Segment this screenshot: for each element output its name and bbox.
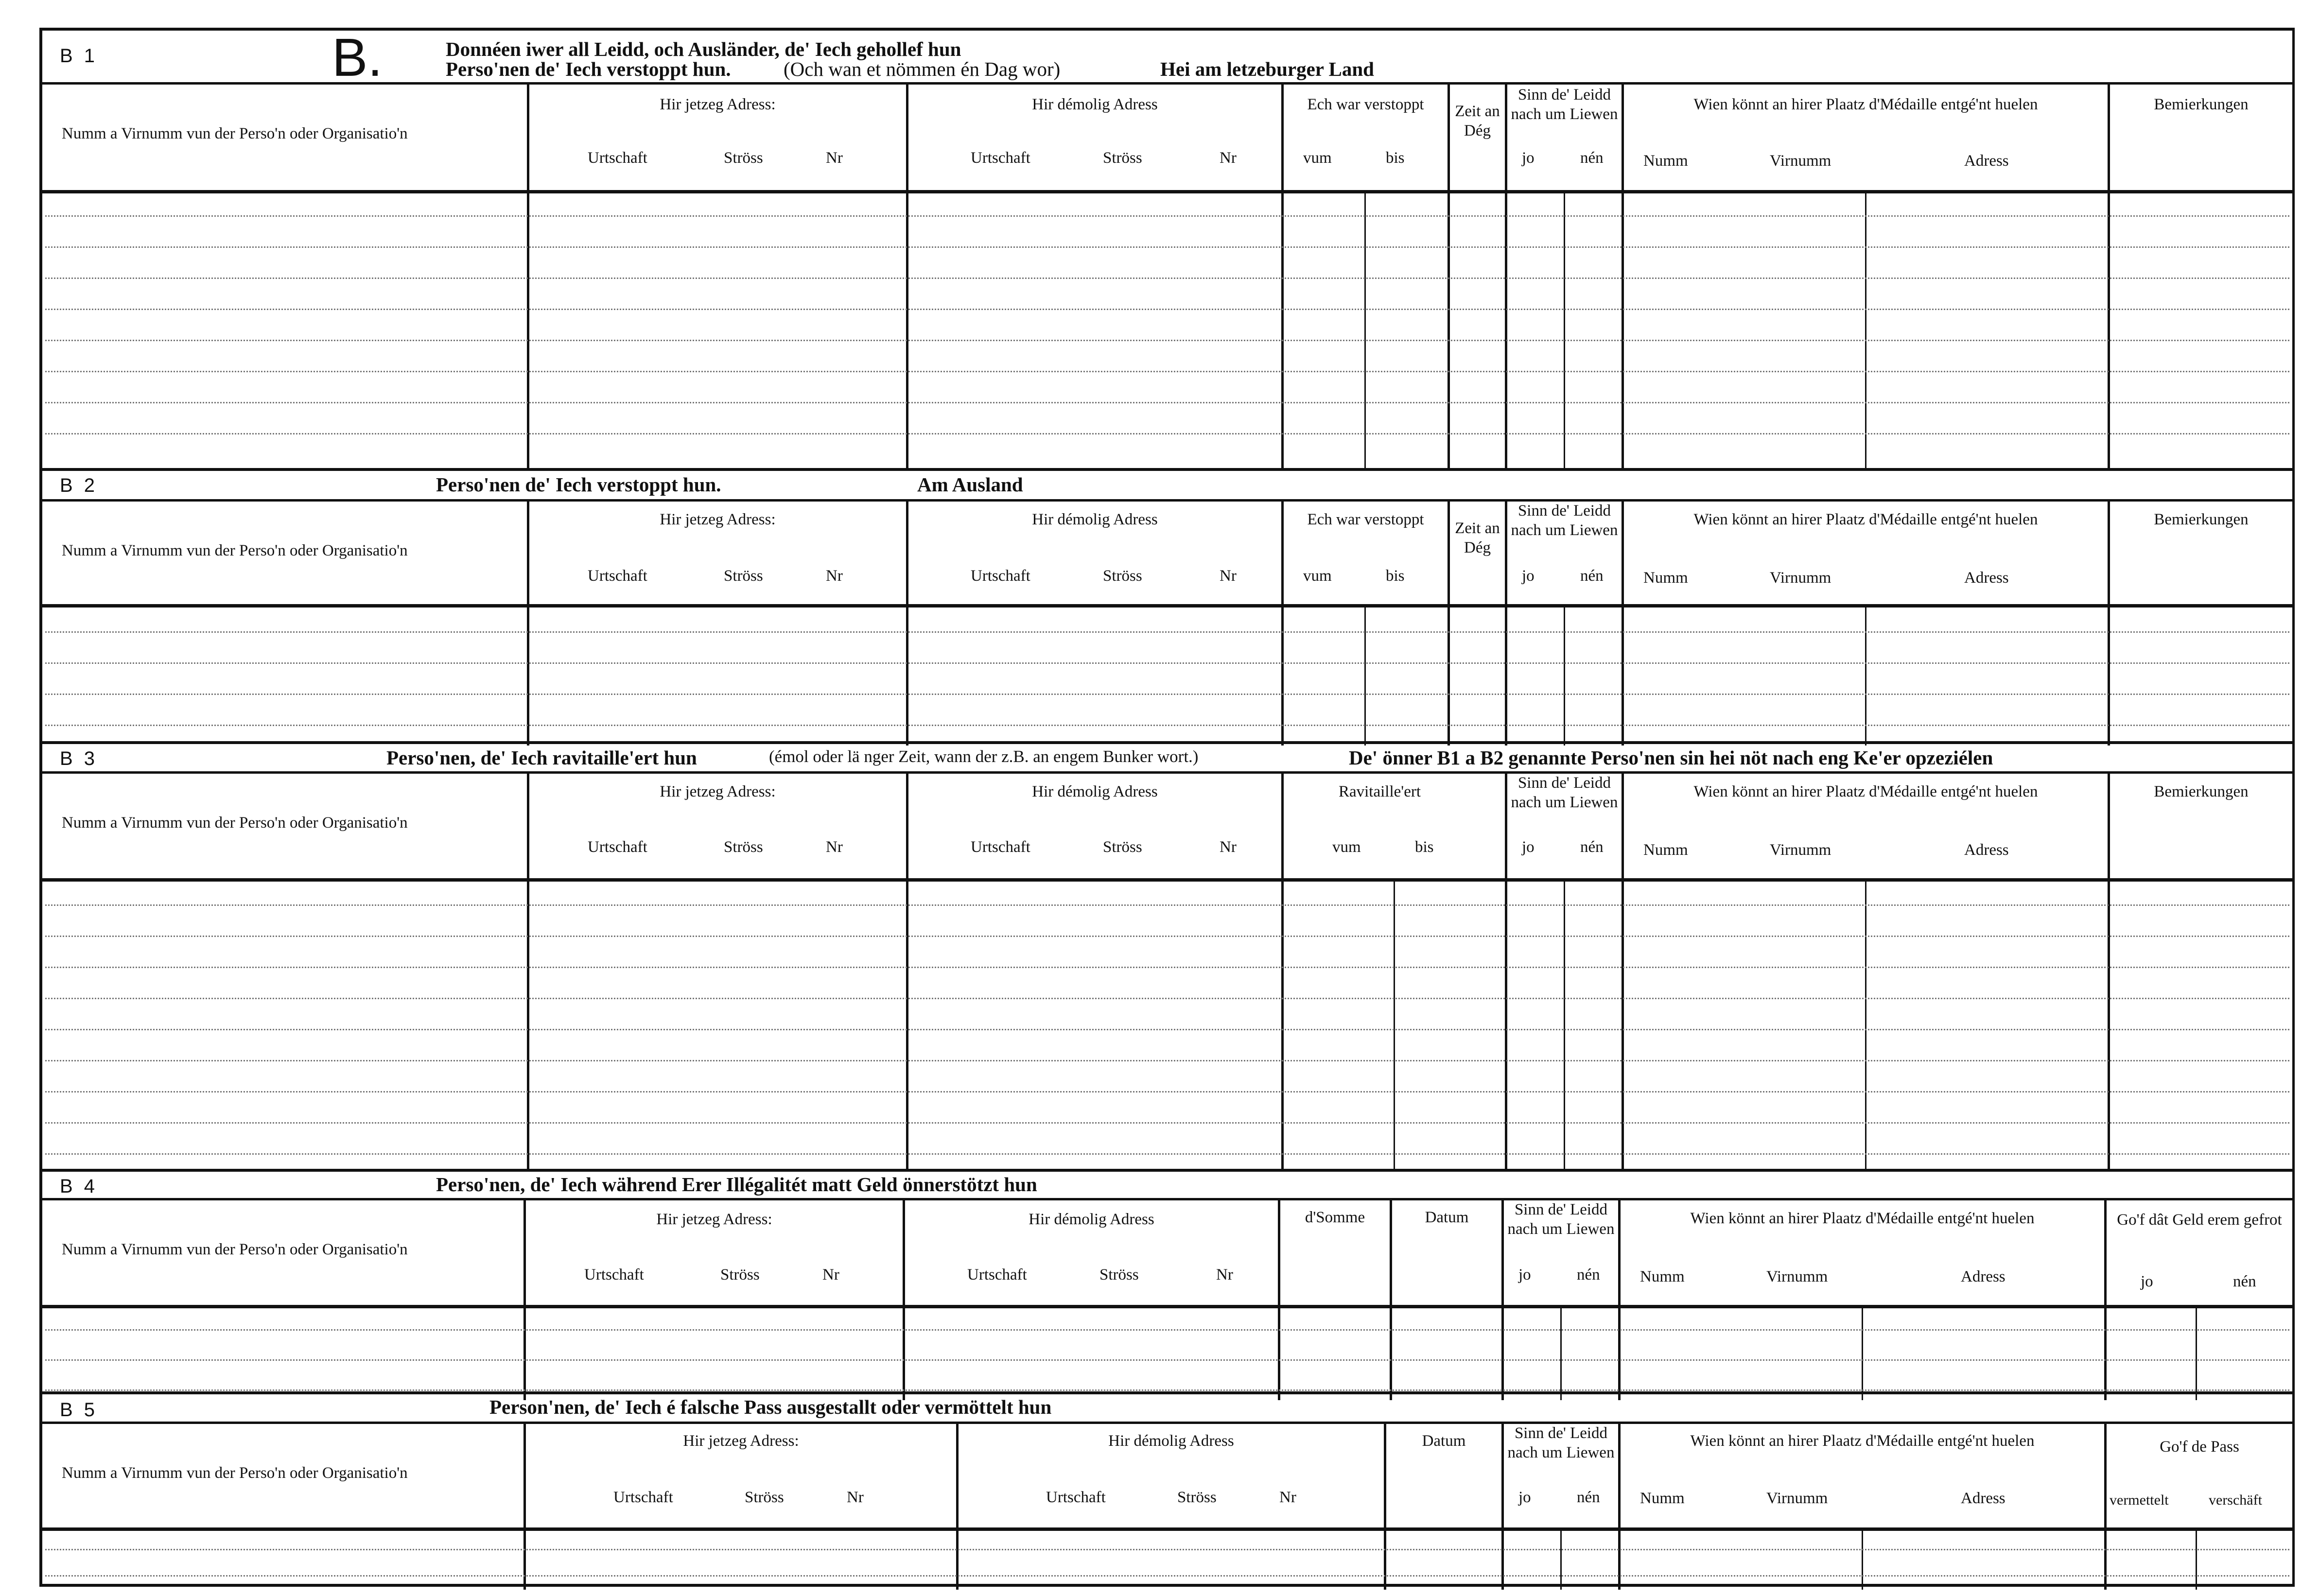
street-label: Ströss xyxy=(745,1489,784,1506)
row-divider xyxy=(45,1122,2289,1124)
column-divider xyxy=(1618,1527,1621,1590)
medal-who-label: Wien könnt an hirer Plaatz d'Médaille entgé'nt huelen xyxy=(1690,1210,2035,1227)
row-divider xyxy=(45,215,2289,217)
current-address-label: Hir jetzeg Adress: xyxy=(660,783,776,800)
column-divider xyxy=(906,771,1281,878)
yes-label: jo xyxy=(1518,1266,1531,1284)
row-divider xyxy=(45,662,2289,664)
row-divider xyxy=(45,998,2289,999)
medal-firstname-label: Virnumm xyxy=(1766,1268,1828,1285)
column-divider xyxy=(1281,878,1284,1172)
row-divider xyxy=(45,309,2289,310)
column-divider xyxy=(1501,1198,1618,1305)
column-divider xyxy=(1281,499,1447,604)
section-title: Perso'nen de' Iech verstoppt hun. xyxy=(436,473,721,496)
no-label: nén xyxy=(1580,567,1604,585)
column-divider xyxy=(527,499,906,604)
data-rows-b4 xyxy=(42,1305,2292,1400)
locality-label: Urtschaft xyxy=(588,149,647,167)
medal-name-label: Numm xyxy=(1643,569,1688,587)
column-divider xyxy=(1622,190,1624,470)
section-id: B 4 xyxy=(60,1176,98,1197)
medal-address-label: Adress xyxy=(1961,1268,2006,1285)
col-name-label: Numm a Virnumm vun der Perso'n oder Organisatio'n xyxy=(62,542,408,559)
column-divider xyxy=(1622,499,2108,604)
row-divider xyxy=(45,371,2289,372)
no-label: nén xyxy=(1580,838,1604,856)
column-divider xyxy=(1622,771,2108,878)
column-divider xyxy=(1505,499,1622,604)
suffered-label: Sinn de' Leidd nach um Liewen xyxy=(1511,774,1618,811)
medal-who-label: Wien könnt an hirer Plaatz d'Médaille entgé'nt huelen xyxy=(1693,783,2038,800)
column-divider xyxy=(523,1198,903,1305)
column-divider xyxy=(1447,82,1505,190)
section-id: B 3 xyxy=(60,748,98,769)
column-divider xyxy=(1622,878,1624,1172)
column-divider xyxy=(956,1422,1384,1527)
locality-label: Urtschaft xyxy=(967,1266,1027,1284)
medal-name-label: Numm xyxy=(1643,152,1688,170)
column-divider xyxy=(1505,82,1622,190)
yes-label: jo xyxy=(1522,838,1535,856)
section-b3 xyxy=(42,741,2292,1172)
column-divider xyxy=(1865,190,1866,470)
column-divider xyxy=(1560,1305,1562,1400)
section-title-paren: (émol oder lä nger Zeit, wann der z.B. an engem Bunker wort.) xyxy=(769,747,1199,766)
street-label: Ströss xyxy=(724,567,763,585)
street-label: Ströss xyxy=(1177,1489,1217,1506)
no-label: nén xyxy=(1580,149,1604,167)
column-divider xyxy=(2108,771,2292,878)
column-divider xyxy=(1505,771,1622,878)
remarks-label: Bemierkungen xyxy=(2154,783,2249,800)
locality-label: Urtschaft xyxy=(971,838,1030,856)
column-divider xyxy=(523,1422,956,1527)
remarks-label: Bemierkungen xyxy=(2154,511,2249,528)
number-label: Nr xyxy=(822,1266,839,1284)
street-label: Ströss xyxy=(1103,838,1142,856)
number-label: Nr xyxy=(1220,149,1237,167)
section-b4-header xyxy=(42,1172,2292,1200)
row-divider xyxy=(45,1359,2289,1361)
section-id: B 2 xyxy=(60,475,98,496)
column-divider xyxy=(906,878,908,1172)
row-divider xyxy=(45,694,2289,695)
row-divider xyxy=(45,340,2289,341)
current-address-label: Hir jetzeg Adress: xyxy=(683,1432,799,1450)
column-divider xyxy=(527,878,529,1172)
column-divider xyxy=(1618,1198,2104,1305)
row-divider xyxy=(45,1060,2289,1061)
medal-name-label: Numm xyxy=(1640,1490,1685,1507)
row-divider xyxy=(45,1153,2289,1155)
row-divider xyxy=(45,1029,2289,1030)
section-id: B 1 xyxy=(60,45,98,67)
medal-address-label: Adress xyxy=(1964,152,2009,170)
column-divider xyxy=(1560,1527,1562,1590)
medal-firstname-label: Virnumm xyxy=(1770,152,1831,170)
section-title-right: Am Ausland xyxy=(917,473,1023,496)
medal-address-label: Adress xyxy=(1961,1490,2006,1507)
locality-label: Urtschaft xyxy=(971,567,1030,585)
number-label: Nr xyxy=(1216,1266,1233,1284)
column-divider xyxy=(1364,190,1366,470)
column-divider xyxy=(956,1527,959,1590)
column-header-b2 xyxy=(42,499,2292,607)
column-divider xyxy=(1862,1527,1863,1590)
street-label: Ströss xyxy=(1103,149,1142,167)
column-divider xyxy=(2104,1198,2292,1305)
column-header-b3 xyxy=(42,771,2292,882)
current-address-label: Hir jetzeg Adress: xyxy=(660,96,776,113)
number-label: Nr xyxy=(826,149,843,167)
section-b2 xyxy=(42,468,2292,746)
column-divider xyxy=(2108,190,2110,470)
to-label: bis xyxy=(1386,567,1405,585)
medal-address-label: Adress xyxy=(1964,569,2009,587)
number-label: Nr xyxy=(847,1489,864,1506)
row-divider xyxy=(45,1389,2289,1391)
sum-label: d'Somme xyxy=(1305,1209,1365,1226)
row-divider xyxy=(45,1091,2289,1093)
supplied-label: Ravitaille'ert xyxy=(1338,783,1421,800)
column-divider xyxy=(1501,1305,1504,1400)
number-label: Nr xyxy=(1220,567,1237,585)
column-divider xyxy=(1384,1527,1386,1590)
section-title-line2c: Hei am letzeburger Land xyxy=(1160,58,1374,80)
section-title-note: De' önner B1 a B2 genannte Perso'nen sin hei nöt nach eng Ke'er opzeziélen xyxy=(1349,746,1993,769)
row-divider xyxy=(45,1575,2289,1577)
column-divider xyxy=(1618,1422,2104,1527)
street-label: Ströss xyxy=(1099,1266,1139,1284)
column-divider xyxy=(903,1305,905,1400)
column-divider xyxy=(2108,878,2110,1172)
column-divider xyxy=(1564,878,1565,1172)
yes-label: jo xyxy=(2141,1273,2153,1290)
column-divider xyxy=(1447,499,1505,604)
former-address-label: Hir démolig Adress xyxy=(1029,1211,1154,1228)
row-divider xyxy=(45,433,2289,434)
column-divider xyxy=(1447,190,1450,470)
pass-label: Go'f de Pass xyxy=(2160,1438,2239,1456)
former-address-label: Hir démolig Adress xyxy=(1032,96,1158,113)
former-address-label: Hir démolig Adress xyxy=(1032,783,1158,800)
locality-label: Urtschaft xyxy=(584,1266,644,1284)
column-divider xyxy=(527,771,906,878)
section-title: Perso'nen, de' Iech während Erer Illégalitét matt Geld önnerstötzt hun xyxy=(436,1173,1037,1196)
column-divider xyxy=(527,190,529,470)
street-label: Ströss xyxy=(720,1266,760,1284)
time-days-label: Zeit an Dég xyxy=(1455,103,1500,139)
col-name-label: Numm a Virnumm vun der Perso'n oder Organisatio'n xyxy=(62,814,408,832)
suffered-label: Sinn de' Leidd nach um Liewen xyxy=(1507,1201,1615,1238)
yes-label: jo xyxy=(1518,1489,1531,1506)
column-divider xyxy=(2196,1527,2197,1590)
data-rows-b5 xyxy=(42,1527,2292,1590)
medal-name-label: Numm xyxy=(1640,1268,1685,1285)
section-title-line2b: (Och wan et nömmen én Dag wor) xyxy=(784,58,1061,80)
column-divider xyxy=(1865,878,1866,1172)
column-divider xyxy=(906,82,1281,190)
row-divider xyxy=(45,278,2289,279)
suffered-label: Sinn de' Leidd nach um Liewen xyxy=(1511,502,1618,539)
column-divider xyxy=(1622,82,2108,190)
column-divider xyxy=(1501,1527,1504,1590)
yes-label: jo xyxy=(1522,149,1535,167)
form-b xyxy=(39,28,2295,1587)
column-divider xyxy=(1505,190,1507,470)
locality-label: Urtschaft xyxy=(588,567,647,585)
no-label: nén xyxy=(1577,1266,1600,1284)
row-divider xyxy=(45,246,2289,248)
section-b1-header xyxy=(42,28,2292,87)
column-divider xyxy=(1564,190,1565,470)
column-divider xyxy=(1278,1305,1280,1400)
section-title: Person'nen, de' Iech é falsche Pass ausgestallt oder vermöttelt hun xyxy=(489,1396,1052,1418)
locality-label: Urtschaft xyxy=(971,149,1030,167)
section-title-line2a: Perso'nen de' Iech verstoppt hun. xyxy=(446,58,731,80)
medal-who-label: Wien könnt an hirer Plaatz d'Médaille entgé'nt huelen xyxy=(1693,511,2038,528)
column-divider xyxy=(906,190,908,470)
procured-label: verschäft xyxy=(2209,1492,2262,1508)
column-divider xyxy=(2108,82,2292,190)
row-divider xyxy=(45,936,2289,937)
column-divider xyxy=(2104,1305,2107,1400)
current-address-label: Hir jetzeg Adress: xyxy=(656,1211,772,1228)
column-header-b5 xyxy=(42,1422,2292,1531)
suffered-label: Sinn de' Leidd nach um Liewen xyxy=(1507,1424,1615,1461)
row-divider xyxy=(45,1549,2289,1550)
section-b1 xyxy=(42,28,2292,470)
data-rows-b2 xyxy=(42,604,2292,746)
column-divider xyxy=(2108,499,2292,604)
column-divider xyxy=(1390,1198,1501,1305)
section-b5-header xyxy=(42,1394,2292,1424)
section-b4 xyxy=(42,1169,2292,1400)
medal-name-label: Numm xyxy=(1643,841,1688,859)
data-rows-b1 xyxy=(42,190,2292,470)
from-label: vum xyxy=(1303,567,1332,585)
section-title-line1: Donnéen iwer all Leidd, och Ausländer, de' Iech gehollef hun xyxy=(446,38,961,60)
medal-firstname-label: Virnumm xyxy=(1766,1490,1828,1507)
column-divider xyxy=(527,82,906,190)
to-label: bis xyxy=(1386,149,1405,167)
col-name-label: Numm a Virnumm vun der Perso'n oder Organisatio'n xyxy=(62,1464,408,1482)
hidden-label: Ech war verstoppt xyxy=(1307,511,1424,528)
from-label: vum xyxy=(1303,149,1332,167)
row-divider xyxy=(45,725,2289,726)
row-divider xyxy=(45,631,2289,633)
column-divider xyxy=(1394,878,1395,1172)
suffered-label: Sinn de' Leidd nach um Liewen xyxy=(1511,86,1618,123)
col-name-label: Numm a Virnumm vun der Perso'n oder Organisatio'n xyxy=(62,1241,408,1258)
column-divider xyxy=(1505,878,1507,1172)
row-divider xyxy=(45,1329,2289,1331)
number-label: Nr xyxy=(826,567,843,585)
data-rows-b3 xyxy=(42,878,2292,1172)
column-divider xyxy=(2104,1422,2292,1527)
column-divider xyxy=(1278,1198,1390,1305)
date-label: Datum xyxy=(1422,1432,1466,1450)
current-address-label: Hir jetzeg Adress: xyxy=(660,511,776,528)
remarks-label: Bemierkungen xyxy=(2154,96,2249,113)
column-divider xyxy=(523,1527,526,1590)
medal-who-label: Wien könnt an hirer Plaatz d'Médaille entgé'nt huelen xyxy=(1693,96,2038,113)
column-divider xyxy=(1390,1305,1392,1400)
column-divider xyxy=(2104,1527,2107,1590)
column-header-b1 xyxy=(42,82,2292,193)
locality-label: Urtschaft xyxy=(613,1489,673,1506)
street-label: Ströss xyxy=(1103,567,1142,585)
section-title: Perso'nen, de' Iech ravitaille'ert hun xyxy=(386,746,697,769)
row-divider xyxy=(45,904,2289,906)
number-label: Nr xyxy=(1220,838,1237,856)
to-label: bis xyxy=(1415,838,1434,856)
medal-address-label: Adress xyxy=(1964,841,2009,859)
column-divider xyxy=(1862,1305,1863,1400)
row-divider xyxy=(45,402,2289,403)
no-label: nén xyxy=(2233,1273,2256,1290)
no-label: nén xyxy=(1577,1489,1600,1506)
form-letter: B. xyxy=(332,28,383,87)
locality-label: Urtschaft xyxy=(1046,1489,1106,1506)
hidden-label: Ech war verstoppt xyxy=(1307,96,1424,113)
number-label: Nr xyxy=(826,838,843,856)
time-days-label: Zeit an Dég xyxy=(1455,520,1500,556)
from-label: vum xyxy=(1332,838,1361,856)
column-header-b4 xyxy=(42,1198,2292,1308)
former-address-label: Hir démolig Adress xyxy=(1032,511,1158,528)
column-divider xyxy=(523,1305,526,1400)
medal-who-label: Wien könnt an hirer Plaatz d'Médaille entgé'nt huelen xyxy=(1690,1432,2035,1450)
column-divider xyxy=(1501,1422,1618,1527)
section-id: B 5 xyxy=(60,1399,98,1421)
former-address-label: Hir démolig Adress xyxy=(1108,1432,1234,1450)
section-b3-header xyxy=(42,744,2292,774)
column-divider xyxy=(906,499,1281,604)
medal-firstname-label: Virnumm xyxy=(1770,841,1831,859)
locality-label: Urtschaft xyxy=(588,838,647,856)
number-label: Nr xyxy=(1279,1489,1296,1506)
column-divider xyxy=(1281,771,1505,878)
row-divider xyxy=(45,967,2289,968)
col-name-label: Numm a Virnumm vun der Perso'n oder Organisatio'n xyxy=(62,125,408,142)
yes-label: jo xyxy=(1522,567,1535,585)
money-back-label: Go'f dât Geld erem gefrot xyxy=(2117,1211,2282,1229)
column-divider xyxy=(1281,190,1284,470)
column-divider xyxy=(1384,1422,1501,1527)
date-label: Datum xyxy=(1425,1209,1469,1226)
column-divider xyxy=(2196,1305,2197,1400)
column-divider xyxy=(1281,82,1447,190)
street-label: Ströss xyxy=(724,149,763,167)
street-label: Ströss xyxy=(724,838,763,856)
section-b2-header xyxy=(42,471,2292,502)
mediated-label: vermettelt xyxy=(2110,1492,2169,1508)
medal-firstname-label: Virnumm xyxy=(1770,569,1831,587)
column-divider xyxy=(1618,1305,1621,1400)
column-divider xyxy=(903,1198,1278,1305)
section-b5 xyxy=(42,1391,2292,1590)
